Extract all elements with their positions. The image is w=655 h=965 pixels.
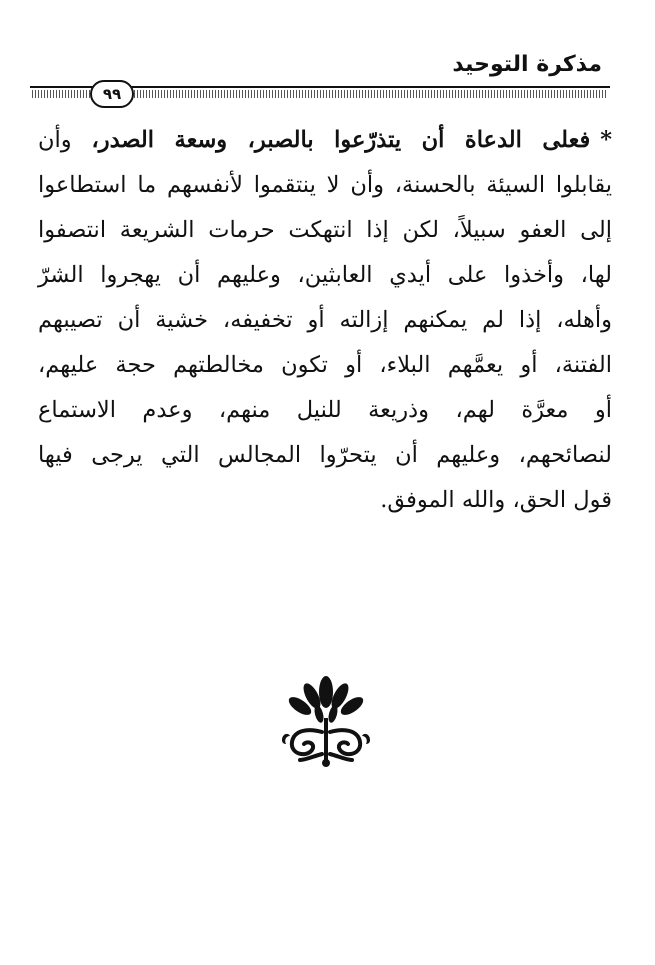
floral-ornament-icon bbox=[278, 670, 374, 770]
page-number: ٩٩ bbox=[90, 80, 134, 108]
text-line-3: إلى العفو سبيلاً، لكن إذا انتهكت حرمات الشريعة انتصفوا bbox=[38, 217, 612, 243]
line-text: وأن bbox=[38, 127, 92, 153]
header-hatch-left bbox=[32, 90, 94, 98]
paragraph bbox=[38, 118, 612, 523]
bullet-star: * bbox=[600, 127, 612, 153]
bold-phrase: فعلى الدعاة أن يتذرّعوا بالصبر، وسعة الصدر، bbox=[91, 127, 591, 153]
text-line-6: الفتنة، أو يعمَّهم البلاء، أو تكون مخالطتهم حجة عليهم، bbox=[38, 352, 612, 378]
text-line-4: لها، وأخذوا على أيدي العابثين، وعليهم أن يهجروا الشرّ bbox=[38, 262, 612, 288]
text-line-9: قول الحق، والله الموفق. bbox=[380, 487, 612, 513]
text-line-1 bbox=[38, 118, 612, 163]
text-line-8: لنصائحهم، وعليهم أن يتحرّوا المجالس التي يرجى فيها bbox=[38, 442, 612, 468]
book-title: مذكرة التوحيد bbox=[452, 52, 602, 77]
text-line-2: يقابلوا السيئة بالحسنة، وأن لا ينتقموا لأنفسهم ما استطاعوا bbox=[38, 172, 612, 198]
header-hatch-right bbox=[128, 90, 606, 98]
text-line-7: أو معرَّة لهم، وذريعة للنيل منهم، وعدم الاستماع bbox=[38, 397, 612, 423]
page-header bbox=[30, 52, 610, 112]
text-line-5: وأهله، إذا لم يمكنهم إزالته أو تخفيفه، خشية أن تصيبهم bbox=[38, 307, 612, 333]
